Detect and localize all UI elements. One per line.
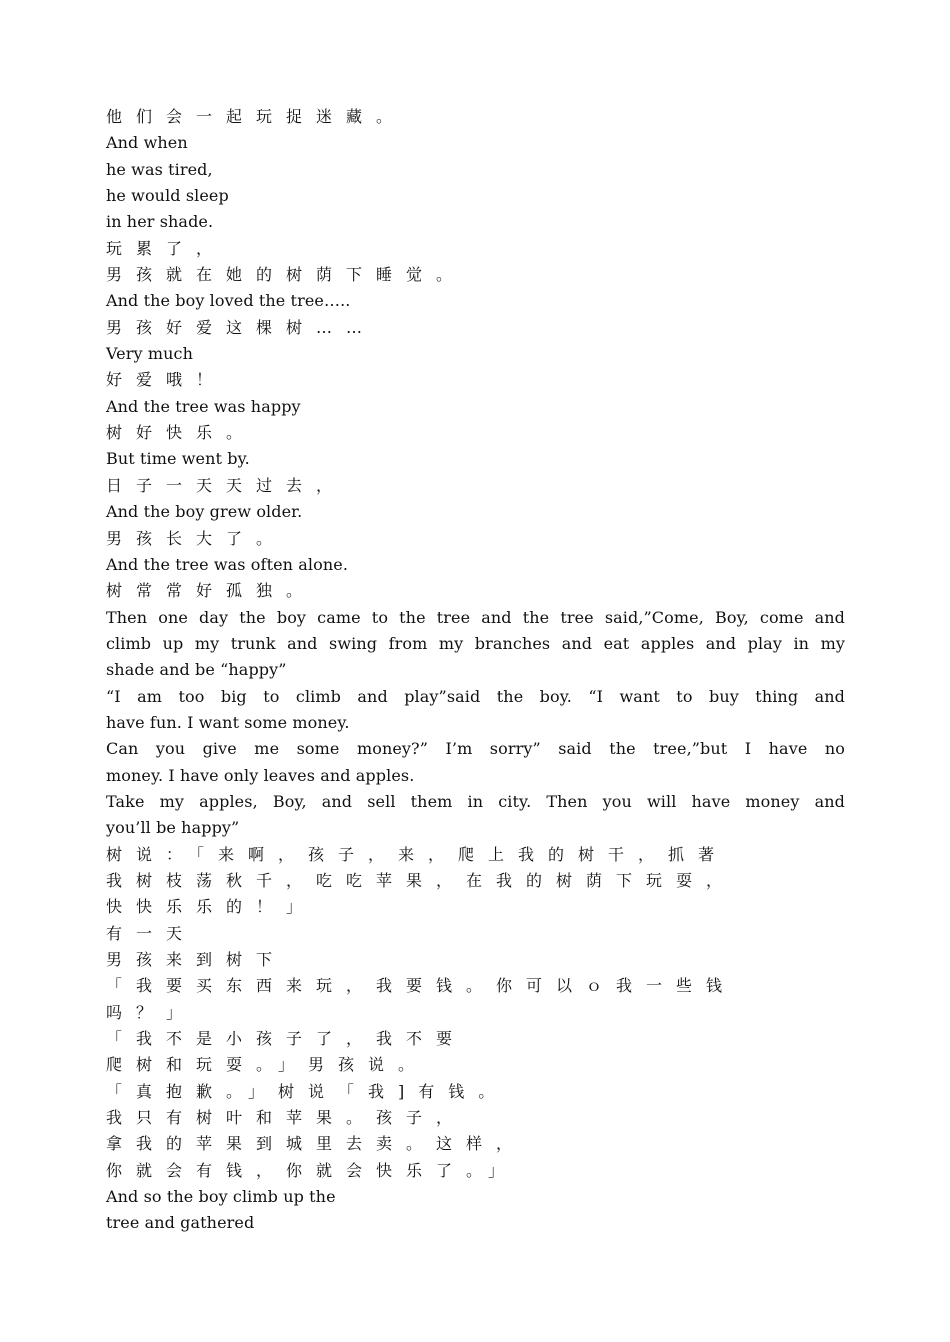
text-line: And the boy grew older. <box>106 502 303 522</box>
text-line: Take my apples, Boy, and sell them in city. Then you will have money and <box>106 791 845 811</box>
text-line: have fun. I want some money. <box>106 712 350 732</box>
text-line: 男孩来到树下 <box>106 950 287 969</box>
text-line: climb up my trunk and swing from my branches and eat apples and play in my <box>106 633 845 653</box>
text-line: 好爱哦！ <box>106 370 227 390</box>
text-line: 吗？」 <box>106 1002 197 1022</box>
text-line: 男孩就在她的树荫下睡觉。 <box>106 265 467 285</box>
text-line: tree and gathered <box>106 1213 255 1233</box>
text-line: he would sleep <box>106 186 229 206</box>
text-line: And when <box>106 133 188 153</box>
text-line: And so the boy climb up the <box>106 1187 336 1207</box>
text-line: “I am too big to climb and play”said the boy. “I want to buy thing and <box>106 686 845 706</box>
text-line: 快快乐乐的！」 <box>106 897 317 917</box>
text-line: Can you give me some money?” I’m sorry” said the tree,”but I have no <box>106 739 845 759</box>
text-line: 你就会有钱，你就会快乐了。」 <box>106 1160 519 1180</box>
text-line: And the boy loved the tree….. <box>106 291 351 311</box>
text-line: But time went by. <box>106 449 250 469</box>
text-line: 男孩长大了。 <box>106 528 287 548</box>
text-line: Then one day the boy came to the tree and the tree said,”Come, Boy, come and <box>106 607 845 627</box>
text-line: And the tree was often alone. <box>106 554 349 574</box>
text-line: 树好快乐。 <box>106 423 257 443</box>
text-line: 树常常好孤独。 <box>106 581 317 601</box>
text-line: 有一天 <box>106 923 197 943</box>
text-line: 「我要买东西来玩，我要钱。你可以ｏ我一些钱 <box>106 976 737 996</box>
text-line: 爬树和玩耍。」男孩说。 <box>106 1055 429 1075</box>
text-line: 「我不是小孩子了，我不要 <box>106 1029 467 1049</box>
text-line: 拿我的苹果到城里去卖。这样， <box>106 1134 527 1154</box>
text-line: 男孩好爱这棵树…… <box>106 317 377 337</box>
text-line: 「真抱歉。」树说「我]有钱。 <box>106 1081 509 1101</box>
document-body <box>106 104 845 1237</box>
text-line: And the tree was happy <box>106 396 301 416</box>
text-line: 玩累了， <box>106 238 227 258</box>
text-line: he was tired, <box>106 159 213 179</box>
text-line: 树说：「来啊，孩子，来，爬上我的树干，抓著 <box>106 844 729 864</box>
text-line: 他们会一起玩捉迷藏。 <box>106 107 407 126</box>
text-line: money. I have only leaves and apples. <box>106 765 415 785</box>
text-line: Very much <box>106 344 193 364</box>
text-line: shade and be “happy” <box>106 660 287 680</box>
text-line: 我只有树叶和苹果。孩子， <box>106 1108 467 1128</box>
text-line: 我树枝荡秋千，吃吃苹果，在我的树荫下玩耍， <box>106 870 737 890</box>
text-line: you’ll be happy” <box>106 818 240 838</box>
text-line: in her shade. <box>106 212 214 232</box>
text-line: 日子一天天过去， <box>106 475 347 495</box>
